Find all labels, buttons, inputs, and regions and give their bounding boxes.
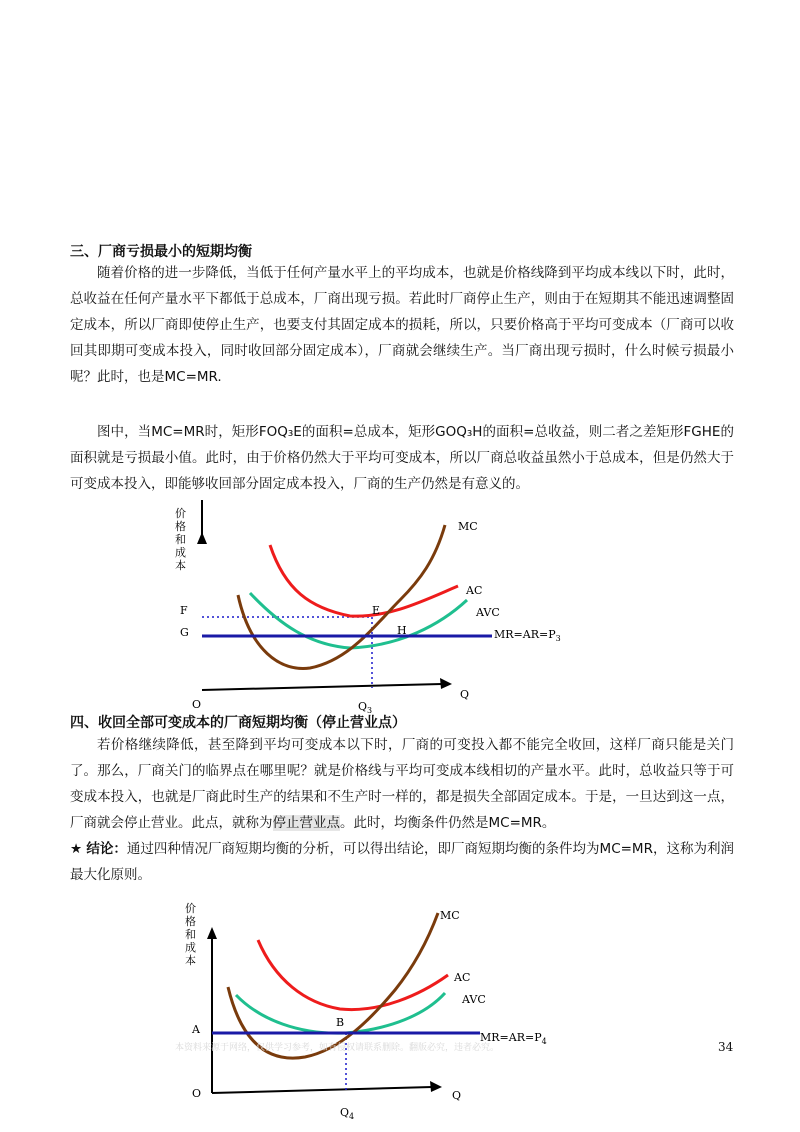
point-b-label: B [336, 1016, 345, 1029]
shutdown-point-term: 停止营业点 [272, 815, 340, 831]
point-g-label: G [180, 626, 189, 639]
conclusion-paragraph: ★ 结论：通过四种情况厂商短期均衡的分析，可以得出结论，即厂商短期均衡的条件均为MC=MR，这称为利润最大化原则。 [70, 841, 734, 883]
y-axis-arrow [197, 532, 207, 544]
x-axis-label: Q [452, 1089, 462, 1102]
ac-curve [270, 545, 458, 616]
point-a-label: A [192, 1023, 200, 1036]
y-axis-label-char: 成 [175, 546, 186, 559]
mc-label: MC [458, 520, 478, 533]
q4-label: $Q_4$ [340, 1106, 355, 1121]
y-axis-label-char: 和 [175, 533, 186, 546]
x-axis [212, 1087, 432, 1093]
cost-curve-figure-1 [160, 500, 561, 715]
point-e-label: E [372, 604, 381, 617]
origin-label: O [192, 1087, 202, 1100]
origin-label: O [192, 698, 202, 711]
ac-label: AC [454, 971, 471, 984]
x-axis-arrow [430, 1081, 442, 1092]
avc-label: AVC [462, 993, 486, 1006]
x-axis [202, 684, 442, 690]
y-axis-label-char: 价 [175, 507, 186, 520]
section-4-heading: 四、收回全部可变成本的厂商短期均衡（停止营业点） [70, 715, 406, 731]
ac-label: AC [466, 584, 483, 597]
mr-label: $MR=AR=P_3$ [494, 628, 561, 643]
point-f-label: F [180, 604, 188, 617]
star-icon: ★ [70, 841, 83, 857]
avc-curve [250, 593, 467, 648]
y-axis-label-char: 格 [175, 520, 186, 533]
y-axis-label-char: 本 [175, 559, 186, 572]
avc-label: AVC [476, 606, 500, 619]
section-3-paragraph-1: 随着价格的进一步降低，当低于任何产量水平上的平均成本，也就是价格线降到平均成本线以下时，此时，总收益在任何产量水平下都低于总成本，厂商出现亏损。若此时厂商停止生产，则由于在短期其不能迅速调整固定成本，所以厂商即使停止生产，也要支付其固定成本的损耗，所以，只要价格高于平均可变成本（厂商可以收回其即期可变成本投入，同时收回部分固定成本），厂商就会继续生产。当厂商出现亏损时，什么时候亏损最小呢？此时，也是MC=MR. [70, 265, 734, 385]
y-axis-label-char: 价 [185, 902, 196, 915]
q3-label: $Q_3$ [358, 700, 373, 715]
mr-label: $MR=AR=P_4$ [480, 1031, 547, 1046]
page-number: 34 [718, 1040, 734, 1054]
y-axis-label [185, 902, 196, 967]
y-axis-label-char: 成 [185, 941, 196, 954]
y-axis-label [175, 507, 186, 572]
point-h-label: H [397, 624, 407, 637]
cost-curve-figure-2 [170, 895, 550, 1120]
y-axis-label-char: 和 [185, 928, 196, 941]
y-axis-label-char: 本 [185, 954, 196, 967]
section-3-paragraph-2: 图中，当MC=MR时，矩形FOQ₃E的面积=总成本，矩形GOQ₃H的面积=总收益，则二者之差矩形FGHE的面积就是亏损最小值。此时，由于价格仍然大于平均可变成本，所以厂商总收益虽然小于总成本，但是仍然大于可变成本投入，即能够收回部分固定成本投入，厂商的生产仍然是有意义的。 [70, 424, 734, 492]
footer-watermark: 本资料来源于网络，仅供学习参考，如有侵权请联系删除。翻版必究，违者必究。 [175, 1043, 500, 1053]
x-axis-label: Q [460, 688, 470, 701]
section-4-paragraph-1: 若价格继续降低，甚至降到平均可变成本以下时，厂商的可变投入都不能完全收回，这样厂商只能是关门了。那么，厂商关门的临界点在哪里呢？就是价格线与平均可变成本线相切的产量水平。此时，总收益只等于可变成本投入，也就是厂商此时生产的结果和不生产时一样的，都是损失全部固定成本。于是，一旦达到这一点，厂商就会停止营业。此点，就称为停止营业点。此时，均衡条件仍然是MC=MR。 [70, 737, 734, 831]
y-axis-arrow [207, 927, 217, 939]
x-axis-arrow [440, 678, 452, 689]
y-axis-label-char: 格 [185, 915, 196, 928]
section-3-heading: 三、厂商亏损最小的短期均衡 [70, 244, 252, 260]
mc-label: MC [440, 909, 460, 922]
conclusion-label: 结论： [86, 841, 127, 857]
mc-curve [228, 913, 438, 1058]
